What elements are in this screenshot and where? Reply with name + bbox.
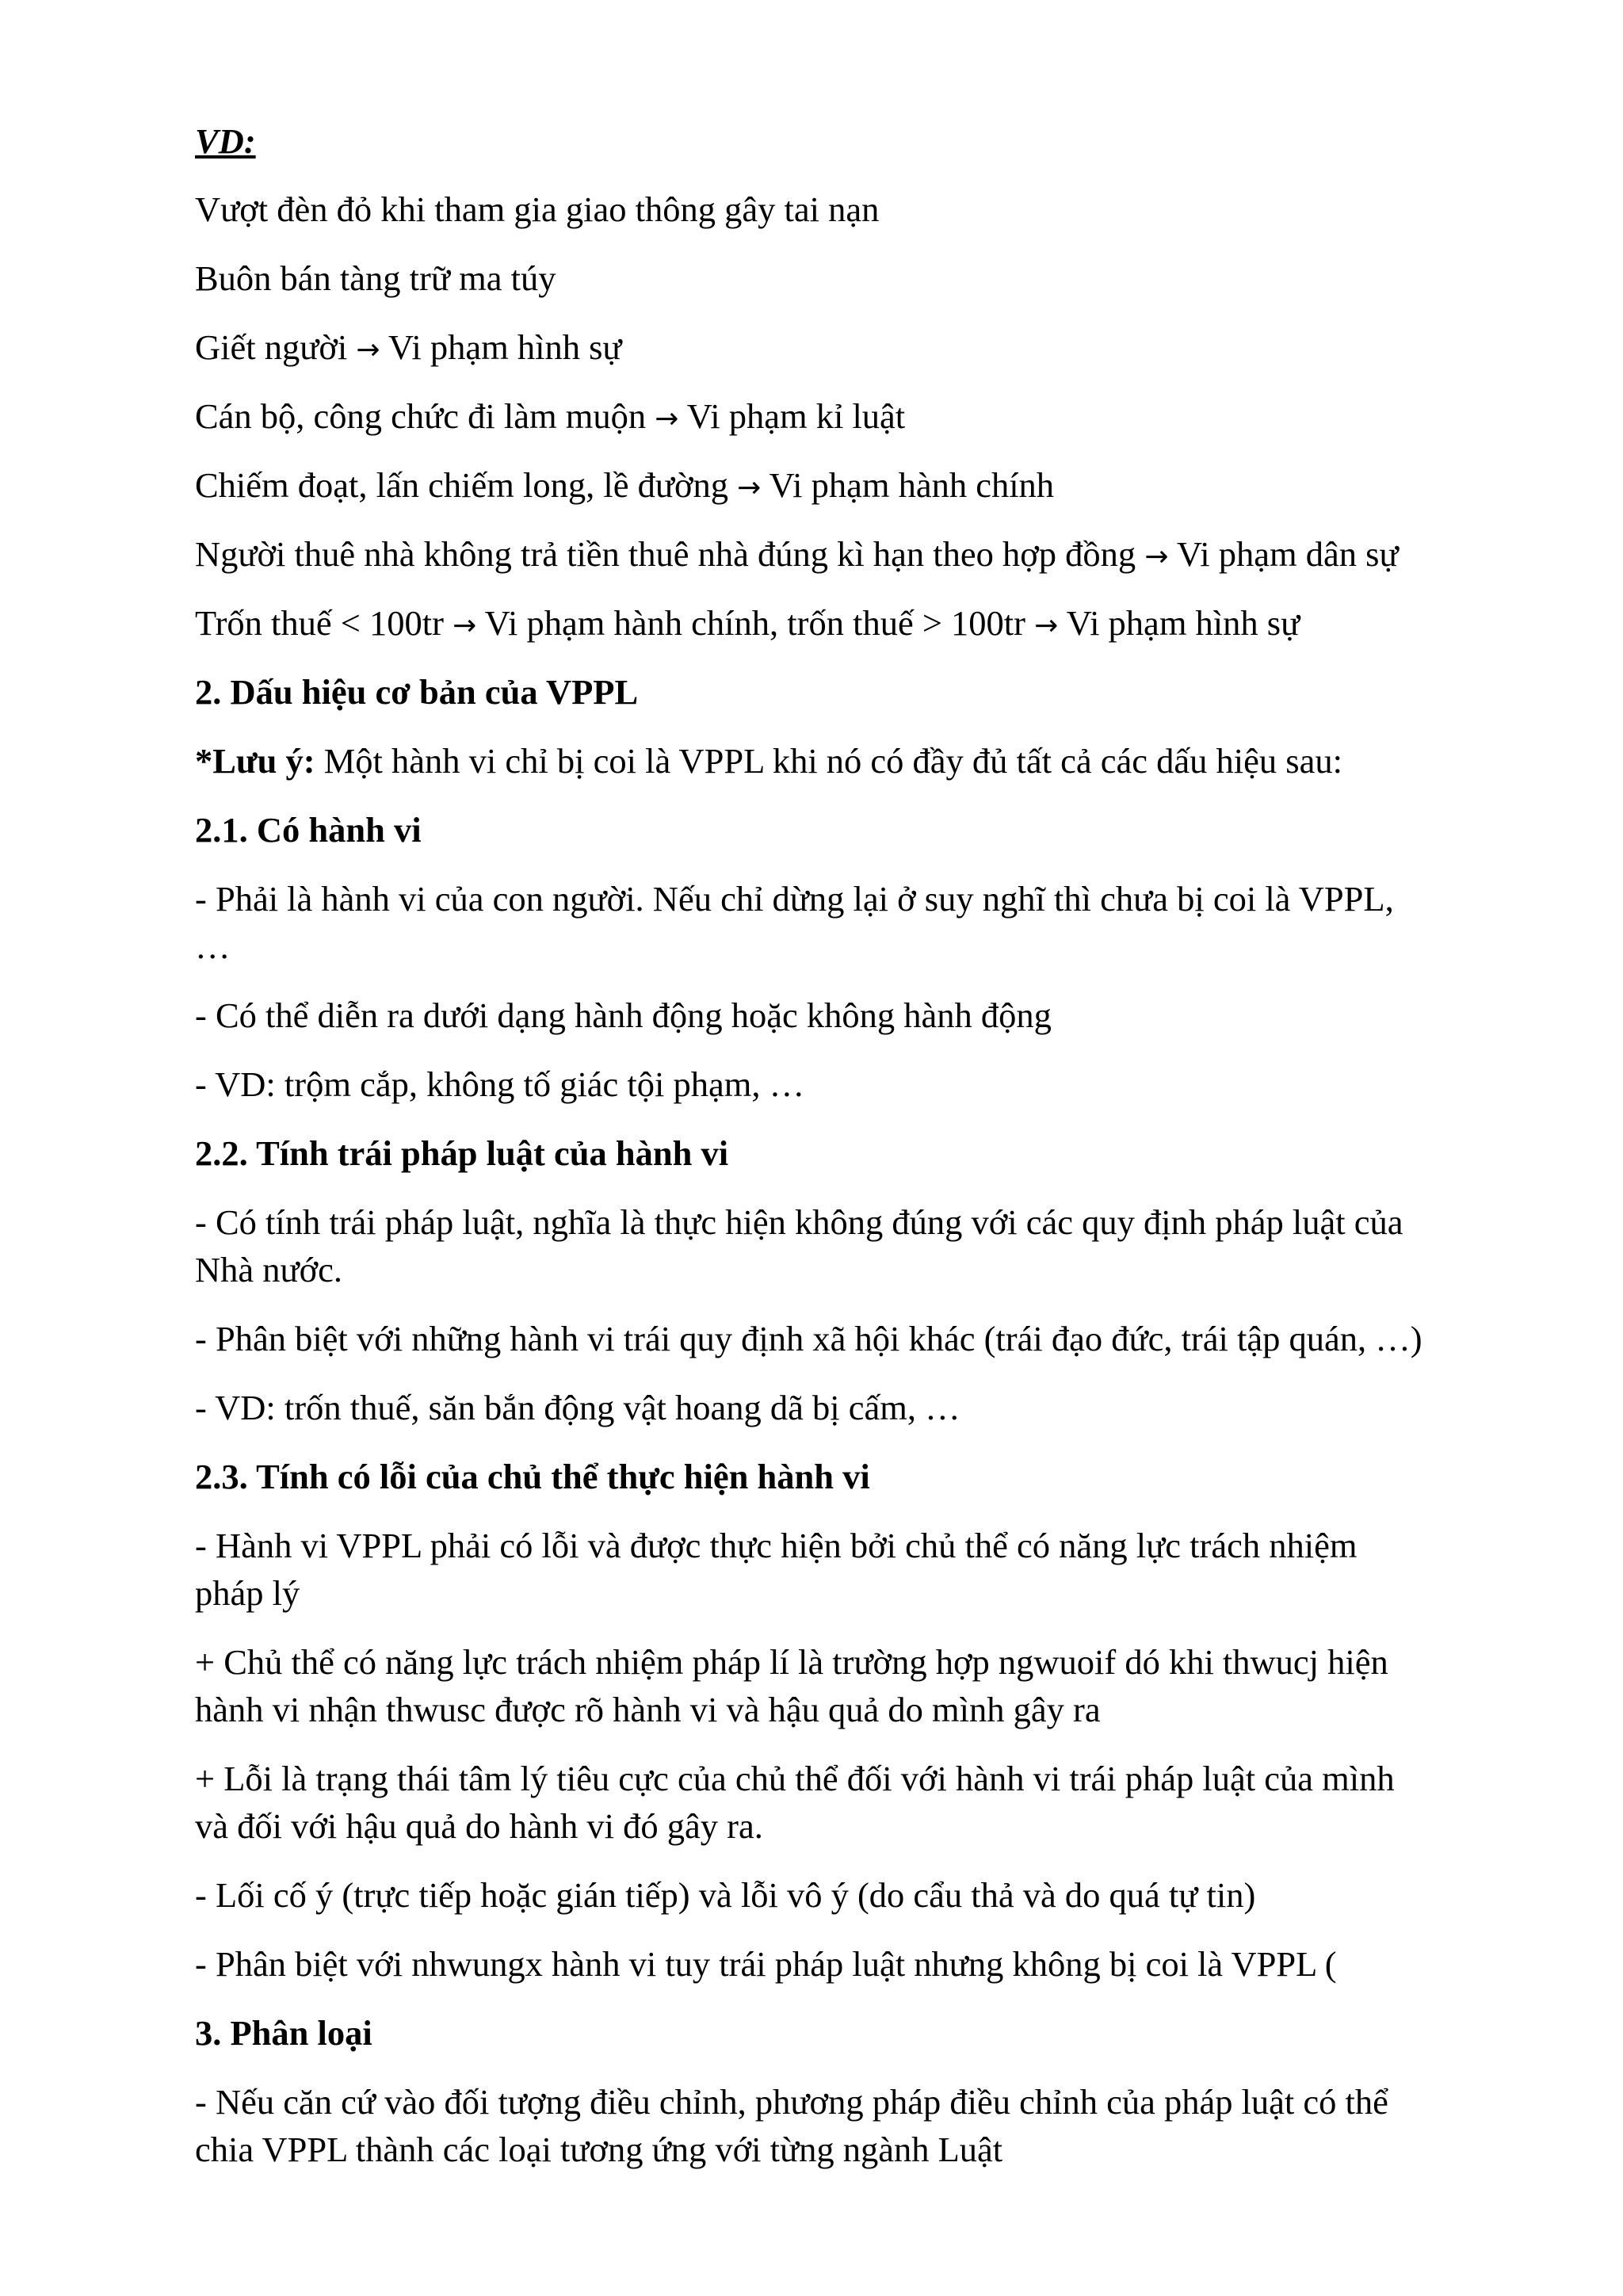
paragraph-line: - Hành vi VPPL phải có lỗi và được thực hiện bởi chủ thể có năng lực trách nhiệm <box>195 1526 1358 1565</box>
paragraph-line: - Có thể diễn ra dưới dạng hành động hoặc không hành động <box>195 995 1052 1035</box>
right-arrow-icon: → <box>737 472 762 504</box>
subsection-heading: 2.3. Tính có lỗi của chủ thể thực hiện hành vi <box>195 1457 870 1496</box>
note-label: *Lưu ý: <box>195 741 315 781</box>
paragraph-line: + Chủ thể có năng lực trách nhiệm pháp lí là trường hợp ngwuoif dó khi thwucj hiện <box>195 1642 1388 1682</box>
paragraph-line: - VD: trốn thuế, săn bắn động vật hoang dã bị cấm, … <box>195 1388 960 1427</box>
paragraph-line: Nhà nước. <box>195 1250 343 1289</box>
paragraph-line: - Phân biệt với những hành vi trái quy định xã hội khác (trái đạo đức, trái tập quán, …) <box>195 1319 1423 1358</box>
example-line: Cán bộ, công chức đi làm muộn → Vi phạm kỉ luật <box>195 396 906 436</box>
example-line: Buôn bán tàng trữ ma túy <box>195 258 556 298</box>
subsection-heading: 2.1. Có hành vi <box>195 810 422 850</box>
right-arrow-icon: → <box>1034 609 1059 642</box>
paragraph-line: - Nếu căn cứ vào đối tượng điều chỉnh, phương pháp điều chỉnh của pháp luật có thể <box>195 2082 1388 2122</box>
paragraph-line: + Lỗi là trạng thái tâm lý tiêu cực của chủ thể đối với hành vi trái pháp luật của mình <box>195 1759 1395 1798</box>
right-arrow-icon: → <box>453 609 477 642</box>
paragraph-line: - Phân biệt với nhwungx hành vi tuy trái pháp luật nhưng không bị coi là VPPL ( <box>195 1944 1337 1984</box>
paragraph-line: pháp lý <box>195 1573 300 1613</box>
example-line: Chiếm đoạt, lấn chiếm long, lề đường → Vi phạm hành chính <box>195 465 1055 505</box>
right-arrow-icon: → <box>655 403 679 435</box>
paragraph-line: và đối với hậu quả do hành vi đó gây ra. <box>195 1806 763 1846</box>
note-paragraph: *Lưu ý: Một hành vi chỉ bị coi là VPPL khi nó có đầy đủ tất cả các dấu hiệu sau: <box>195 741 1342 781</box>
right-arrow-icon: → <box>356 334 380 366</box>
paragraph-line: - Phải là hành vi của con người. Nếu chỉ dừng lại ở suy nghĩ thì chưa bị coi là VPPL, <box>195 879 1394 919</box>
paragraph-line: - VD: trộm cắp, không tố giác tội phạm, … <box>195 1064 805 1104</box>
paragraph-line: chia VPPL thành các loại tương ứng với từng ngành Luật <box>195 2130 1003 2169</box>
example-line: Trốn thuế < 100tr → Vi phạm hành chính, trốn thuế > 100tr → Vi phạm hình sự <box>195 603 1300 643</box>
example-line: Giết người → Vi phạm hình sự <box>195 327 622 367</box>
paragraph-line: hành vi nhận thwusc được rõ hành vi và hậu quả do mình gây ra <box>195 1690 1101 1729</box>
right-arrow-icon: → <box>1144 541 1169 573</box>
section-heading: 2. Dấu hiệu cơ bản của VPPL <box>195 672 639 712</box>
subsection-heading: 2.2. Tính trái pháp luật của hành vi <box>195 1133 729 1173</box>
section-heading: 3. Phân loại <box>195 2013 372 2053</box>
example-line: Vượt đèn đỏ khi tham gia giao thông gây tai nạn <box>195 189 880 229</box>
example-line: Người thuê nhà không trả tiền thuê nhà đúng kì hạn theo hợp đồng → Vi phạm dân sự <box>195 534 1399 574</box>
vd-heading: VD: <box>195 121 256 161</box>
paragraph-line: - Lối cố ý (trực tiếp hoặc gián tiếp) và lỗi vô ý (do cẩu thả và do quá tự tin) <box>195 1875 1256 1915</box>
paragraph-line: … <box>195 926 231 966</box>
paragraph-line: - Có tính trái pháp luật, nghĩa là thực hiện không đúng với các quy định pháp luật của <box>195 1202 1403 1242</box>
